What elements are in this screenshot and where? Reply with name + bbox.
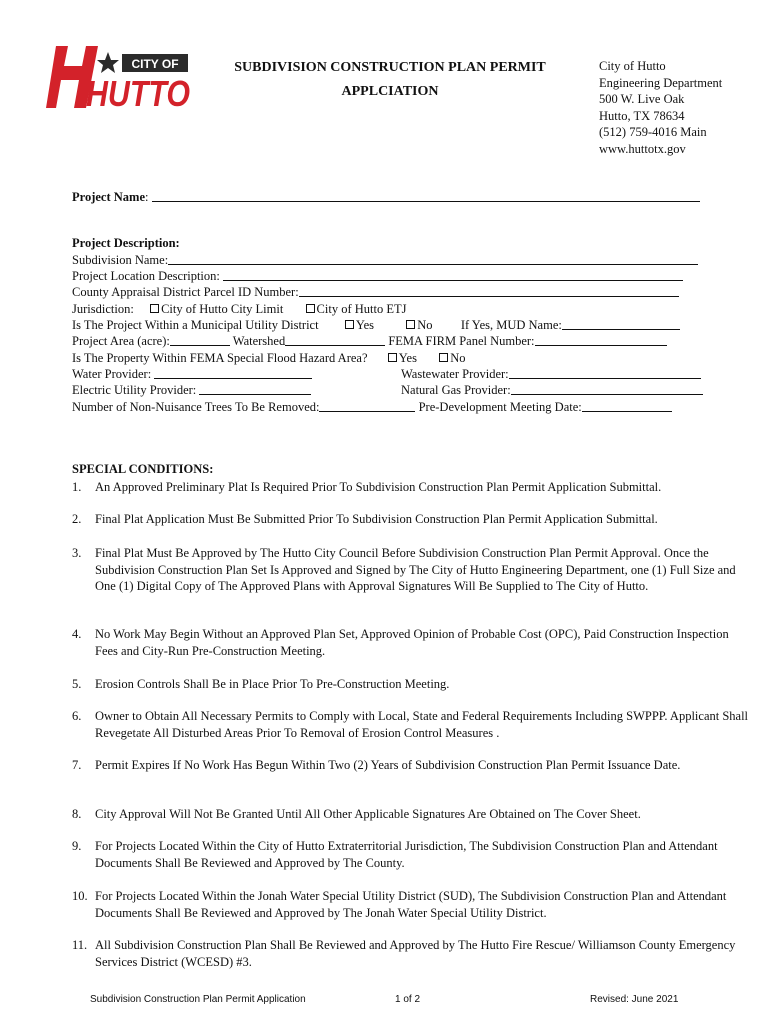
trees-field[interactable] xyxy=(319,400,415,412)
parcel-field[interactable] xyxy=(299,285,679,297)
project-name-row: Project Name: xyxy=(72,190,700,205)
flood-yes-checkbox[interactable] xyxy=(388,353,397,362)
electric-field[interactable] xyxy=(199,383,311,395)
form-title-line2: APPLCIATION xyxy=(341,84,439,99)
flood-no-checkbox[interactable] xyxy=(439,353,448,362)
fema-panel-field[interactable] xyxy=(535,334,667,346)
address-line: (512) 759-4016 Main xyxy=(599,125,707,139)
project-name-field[interactable] xyxy=(152,190,700,202)
condition-item: 6. Owner to Obtain All Necessary Permits to Comply with Local, State and Federal Requirements Including SWPPP. Applicant Shall Revegetate All Disturbed Areas Prior To Removal of Erosion Control Measures . xyxy=(72,709,749,740)
mud-row: Is The Project Within a Municipal Utility District Yes No If Yes, MUD Name: xyxy=(72,318,680,333)
trees-row: Number of Non-Nuisance Trees To Be Removed: Pre-Development Meeting Date: xyxy=(72,400,672,415)
city-logo xyxy=(46,44,196,114)
jurisdiction-row: Jurisdiction: City of Hutto City Limit City of Hutto ETJ xyxy=(72,302,407,316)
city-limit-checkbox[interactable] xyxy=(150,304,159,313)
page-number: 1 of 2 xyxy=(395,994,421,1005)
subdivision-name-field[interactable] xyxy=(168,253,698,265)
gas-row: Natural Gas Provider: xyxy=(401,383,703,398)
area-row: Project Area (acre): Watershed FEMA FIRM Panel Number: xyxy=(72,334,667,349)
etj-checkbox[interactable] xyxy=(306,304,315,313)
condition-item: 8. City Approval Will Not Be Granted Until All Other Applicable Signatures Are Obtained on The Cover Sheet. xyxy=(72,807,641,821)
form-title-line1: SUBDIVISION CONSTRUCTION PLAN PERMIT xyxy=(234,60,546,75)
location-row: Project Location Description: xyxy=(72,269,683,284)
mud-no-checkbox[interactable] xyxy=(406,320,415,329)
electric-row: Electric Utility Provider: xyxy=(72,383,311,398)
special-conditions-heading: SPECIAL CONDITIONS: xyxy=(72,462,214,476)
condition-item: 5. Erosion Controls Shall Be in Place Prior To Pre-Construction Meeting. xyxy=(72,677,450,691)
condition-item: 3. Final Plat Must Be Approved by The Hutto City Council Before Subdivision Construction Plan Permit Approval. Once the Subdivision Construction Plan Set Is Approved and Signed by The City of Hutto Engineering Department, one (1) Full Size and One (1) Digital Copy of The Approved Plans with Approval Signatures Will Be Supplied to The City of Hutto. xyxy=(72,546,736,593)
wastewater-row: Wastewater Provider: xyxy=(401,367,701,382)
address-line: www.huttotx.gov xyxy=(599,141,686,156)
location-field[interactable] xyxy=(223,269,683,281)
mud-yes-checkbox[interactable] xyxy=(345,320,354,329)
condition-item: 4. No Work May Begin Without an Approved Plan Set, Approved Opinion of Probable Cost (OPC), Paid Construction Inspection Fees and City-Run Pre-Construction Meeting. xyxy=(72,627,729,658)
footer-title: Subdivision Construction Plan Permit Application xyxy=(90,994,306,1005)
area-field[interactable] xyxy=(170,334,230,346)
condition-item: 7. Permit Expires If No Work Has Begun Within Two (2) Years of Subdivision Construction Plan Permit Issuance Date. xyxy=(72,758,681,772)
logo-small-text: CITY OF xyxy=(131,57,179,71)
project-name-label: Project Name xyxy=(72,190,145,204)
condition-item: 1. An Approved Preliminary Plat Is Required Prior To Subdivision Construction Plan Permit Application Submittal. xyxy=(72,480,662,494)
address-block xyxy=(599,58,722,157)
water-field[interactable] xyxy=(154,367,312,379)
subdivision-name-row: Subdivision Name: xyxy=(72,253,698,268)
mud-name-field[interactable] xyxy=(562,318,680,330)
revision-date: Revised: June 2021 xyxy=(590,994,679,1005)
water-row: Water Provider: xyxy=(72,367,312,382)
condition-item: 11. All Subdivision Construction Plan Shall Be Reviewed and Approved by The Hutto Fire Rescue/ Williamson County Emergency Services District (WCESD) #3. xyxy=(72,938,736,969)
condition-item: 2. Final Plat Application Must Be Submitted Prior To Subdivision Construction Plan Permit Application Submittal. xyxy=(72,512,658,526)
condition-item: 9. For Projects Located Within the City of Hutto Extraterritorial Jurisdiction, The Subdivision Construction Plan and Attendant Documents Shall Be Reviewed and Approved by The County. xyxy=(72,839,718,870)
condition-item: 10. For Projects Located Within the Jonah Water Special Utility District (SUD), The Subdivision Construction Plan and Attendant Documents Shall Be Reviewed and Approved by The Jonah Water Special Utility District. xyxy=(72,889,727,920)
address-line: 500 W. Live Oak xyxy=(599,92,685,106)
parcel-row: County Appraisal District Parcel ID Number: xyxy=(72,285,679,300)
meeting-date-field[interactable] xyxy=(582,400,672,412)
address-line: City of Hutto xyxy=(599,59,666,73)
logo-main-text: HUTTO xyxy=(86,73,190,114)
address-line: Engineering Department xyxy=(599,75,723,90)
project-description-heading: Project Description: xyxy=(72,236,180,250)
gas-field[interactable] xyxy=(511,383,703,395)
watershed-field[interactable] xyxy=(285,334,385,346)
address-line: Hutto, TX 78634 xyxy=(599,108,685,123)
wastewater-field[interactable] xyxy=(509,367,701,379)
flood-row: Is The Property Within FEMA Special Flood Hazard Area? Yes No xyxy=(72,351,466,365)
